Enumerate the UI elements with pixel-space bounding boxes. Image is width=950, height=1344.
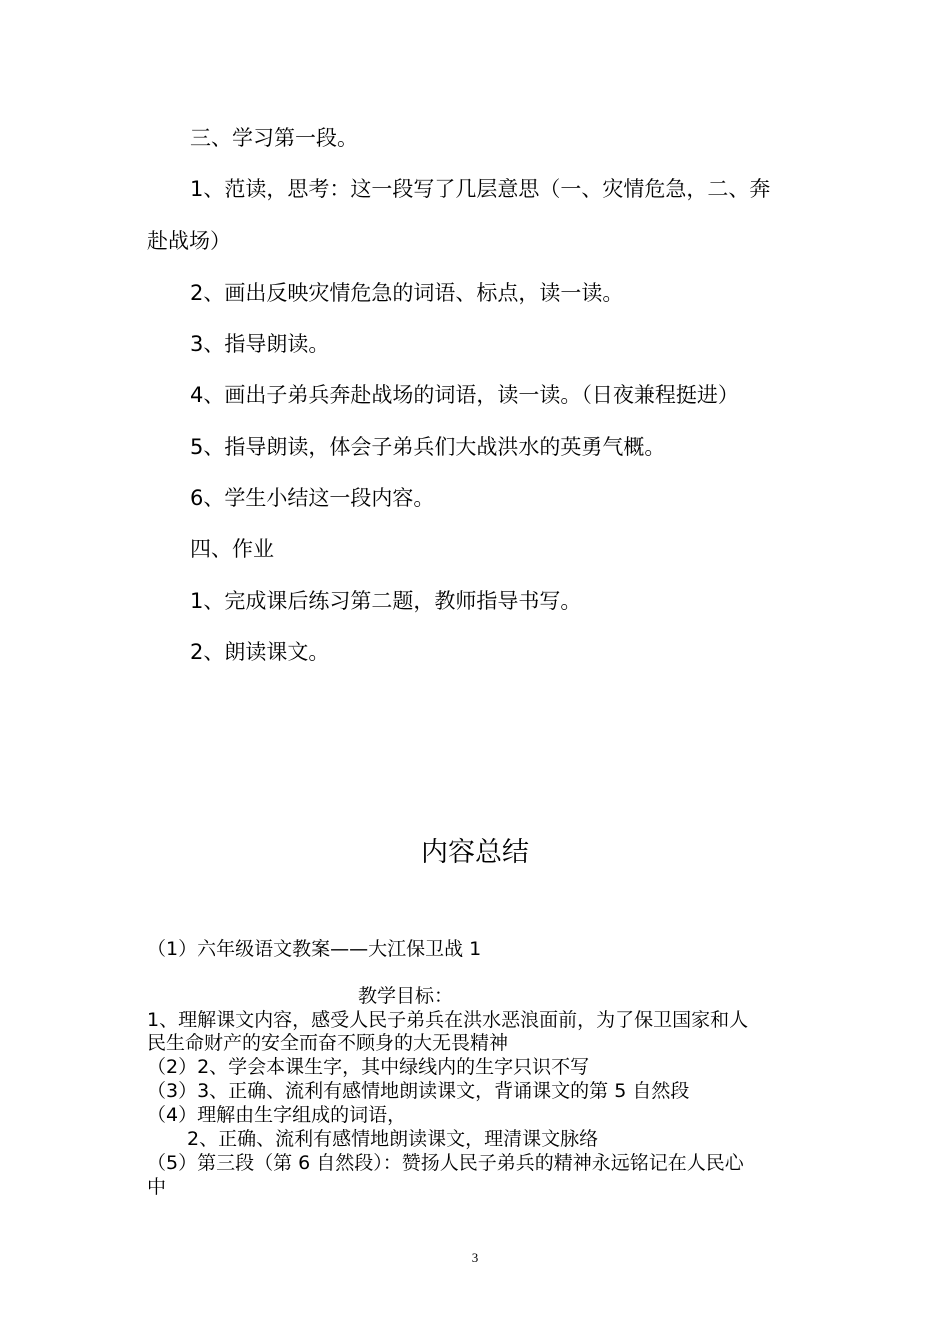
summary-item-5-line2: 中 — [147, 1176, 167, 1198]
section4-heading: 四、作业 — [190, 537, 274, 561]
step1-line1: 1、范读，思考：这一段写了几层意思（一、灾情危急，二、奔 — [190, 177, 771, 201]
summary-item-4: （4）理解由生字组成的词语， — [147, 1104, 407, 1126]
homework-2: 2、朗读课文。 — [190, 640, 330, 664]
summary-item-4-sub: 2、正确、流利有感情地朗读课文，理清课文脉络 — [187, 1128, 599, 1150]
summary-item-2: （2）2、学会本课生字，其中绿线内的生字只识不写 — [147, 1056, 590, 1078]
page-number: 3 — [471, 1250, 479, 1265]
objective-1-line1: 1、理解课文内容，感受人民子弟兵在洪水恶浪面前，为了保卫国家和人 — [147, 1009, 749, 1031]
step3: 3、指导朗读。 — [190, 332, 330, 356]
step6: 6、学生小结这一段内容。 — [190, 486, 435, 510]
summary-item-1: （1）六年级语文教案——大江保卫战 1 — [147, 938, 482, 960]
section3-heading: 三、学习第一段。 — [190, 126, 358, 150]
step4: 4、画出子弟兵奔赴战场的词语，读一读。（日夜兼程挺进） — [190, 383, 739, 407]
step5: 5、指导朗读，体会子弟兵们大战洪水的英勇气概。 — [190, 435, 666, 459]
step2: 2、画出反映灾情危急的词语、标点，读一读。 — [190, 281, 624, 305]
summary-item-5-line1: （5）第三段（第 6 自然段）：赞扬人民子弟兵的精神永远铭记在人民心 — [147, 1152, 744, 1174]
summary-title: 内容总结 — [421, 837, 529, 868]
objective-1-line2: 民生命财产的安全而奋不顾身的大无畏精神 — [147, 1032, 509, 1054]
objectives-label: 教学目标： — [358, 985, 454, 1007]
step1-line2: 赴战场） — [147, 229, 231, 253]
homework-1: 1、完成课后练习第二题，教师指导书写。 — [190, 589, 582, 613]
summary-item-3: （3）3、正确、流利有感情地朗读课文，背诵课文的第 5 自然段 — [147, 1080, 690, 1102]
